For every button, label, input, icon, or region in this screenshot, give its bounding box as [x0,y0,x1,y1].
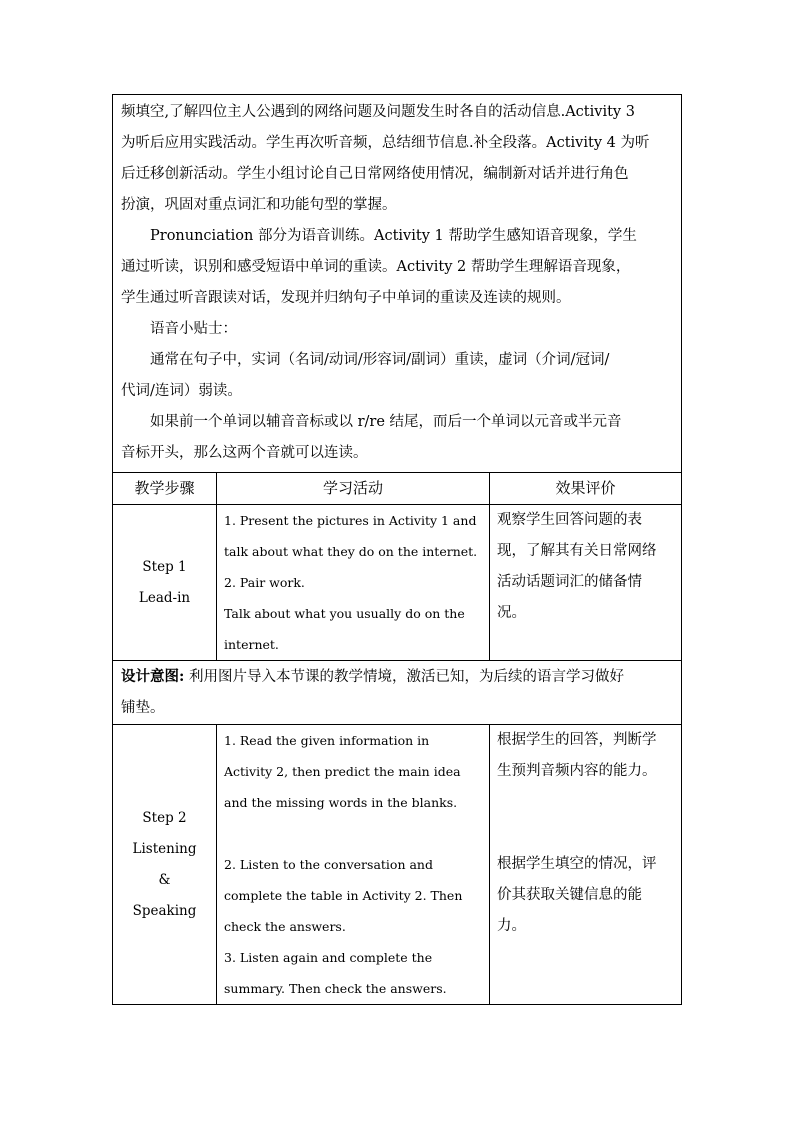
evaluation-line: 活动话题词汇的储备情 [497,574,642,590]
tip-line: 音标开头，那么这两个音就可以连读。 [121,445,368,461]
evaluation-line: 观察学生回答问题的表 [497,512,642,528]
evaluation-line: 况。 [497,605,526,621]
blank-line [224,818,483,849]
activity-line: Activity 2, then predict the main idea [224,764,461,779]
evaluation-line: 现，了解其有关日常网络 [497,543,657,559]
activity-line: check the answers. [224,919,346,934]
evaluation-line: 根据学生的回答，判断学 [497,732,657,748]
header-steps: 教学步骤 [113,473,217,505]
activity-line: talk about what they do on the internet. [224,544,478,559]
tip-line: 通常在句子中，实词（名词/动词/形容词/副词）重读，虚词（介词/冠词/ [150,352,610,368]
activity-line: internet. [224,637,279,652]
step2-number: Step 2 [142,809,187,826]
lesson-plan-table [112,94,682,1005]
activity-line: 3. Listen again and complete the [224,950,433,965]
step2-row [113,725,682,1005]
step1-activities-cell [217,505,490,661]
intro-line: 后迁移创新活动。学生小组讨论自己日常网络使用情况，编制新对话并进行角色 [121,166,629,182]
activity-line: complete the table in Activity 2. Then [224,888,463,903]
step2-title-speaking: Speaking [132,902,197,919]
tips-title: 语音小贴士： [150,321,237,337]
step1-evaluation-cell [490,505,682,661]
evaluation-line: 生预判音频内容的能力。 [497,763,657,779]
evaluation-line: 根据学生填空的情况，评 [497,856,657,872]
intro-row [113,95,682,473]
design-intent-label: 设计意图: [121,668,185,685]
header-row [113,473,682,505]
step1-row [113,505,682,661]
step1-name-cell [113,505,217,661]
step2-activities-cell [217,725,490,1005]
pronunciation-line: Pronunciation 部分为语音训练。Activity 1 帮助学生感知语音现象，学生 [150,228,637,244]
pronunciation-line: 学生通过听音跟读对话，发现并归纳句子中单词的重读及连读的规则。 [121,290,571,306]
activity-line: 1. Present the pictures in Activity 1 and [224,513,477,528]
step2-name-cell [113,725,217,1005]
evaluation-line: 力。 [497,918,526,934]
intro-cell [113,95,682,473]
activity-line: Talk about what you usually do on the [224,606,465,621]
step2-title-ampersand: & [158,871,171,888]
tip-line: 代词/连词）弱读。 [121,383,242,399]
blank-line [497,787,675,818]
activity-line: and the missing words in the blanks. [224,795,458,810]
header-evaluation: 效果评价 [490,473,682,505]
design-intent-text-line2: 铺垫。 [121,700,165,716]
step1-number: Step 1 [142,558,187,575]
intro-line: 为听后应用实践活动。学生再次听音频，总结细节信息.补全段落。Activity 4 为听 [121,135,650,151]
activity-line: 2. Pair work. [224,575,305,590]
blank-line [497,818,675,849]
header-activities: 学习活动 [217,473,490,505]
intro-line: 扮演，巩固对重点词汇和功能句型的掌握。 [121,197,397,213]
pronunciation-line: 通过听读，识别和感受短语中单词的重读。Activity 2 帮助学生理解语音现象， [121,259,631,275]
activity-line: summary. Then check the answers. [224,981,447,996]
design-intent-row [113,661,682,725]
tip-line: 如果前一个单词以辅音音标或以 r/re 结尾，而后一个单词以元音或半元音 [150,414,622,430]
step2-title-listening: Listening [132,840,197,857]
evaluation-line: 价其获取关键信息的能 [497,887,642,903]
activity-line: 1. Read the given information in [224,733,430,748]
design-intent-text: 利用图片导入本节课的教学情境，激活已知，为后续的语言学习做好 [184,669,624,685]
intro-line: 频填空,了解四位主人公遇到的网络问题及问题发生时各自的活动信息.Activity 3 [121,104,635,120]
step1-title: Lead-in [138,589,191,606]
step2-evaluation-cell [490,725,682,1005]
activity-line: 2. Listen to the conversation and [224,857,433,872]
design-intent-cell [113,661,682,725]
